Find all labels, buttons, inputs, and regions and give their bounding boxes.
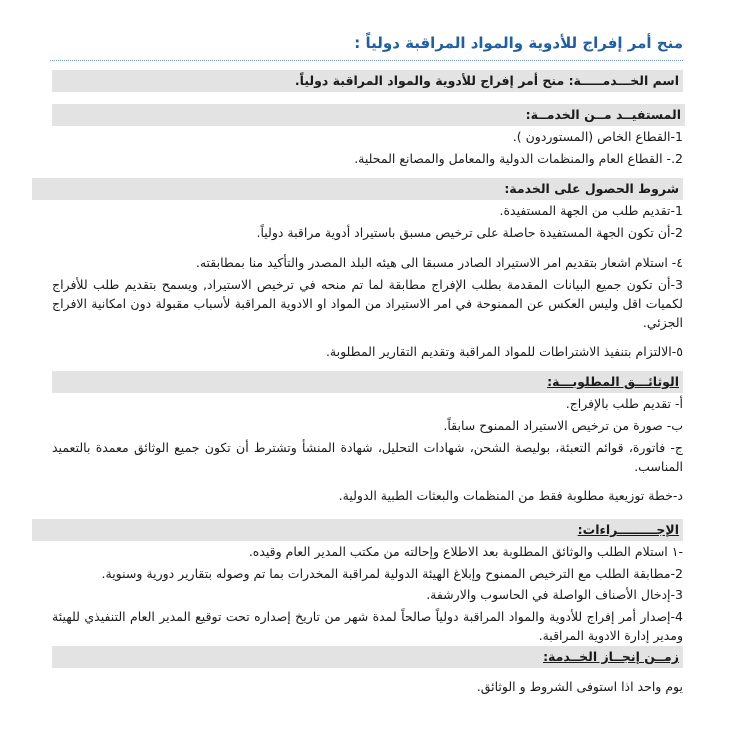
- document-item: ب- صورة من ترخيص الاستيراد الممنوح سابقاً.: [443, 418, 683, 433]
- service-name-row: [52, 70, 683, 92]
- procedures-heading: الإجـــــــــراءات:: [32, 519, 683, 541]
- page-title: منح أمر إفراج للأدوية والمواد المراقبة دولياً :: [354, 34, 683, 52]
- procedure-item: -١ استلام الطلب والوثائق المطلوبة بعد الاطلاع وإحالته من مكتب المدير العام وقيده.: [248, 544, 683, 559]
- condition-item: ٤- استلام اشعار بتقديم امر الاستيراد الصادر مسبقا الى هيئه البلد المصدر والتأكيد منا بمطابقته.: [195, 255, 683, 270]
- condition-item: ٥-الالتزام بتنفيذ الاشتراطات للمواد المراقبة وتقديم التقارير المطلوبة.: [325, 344, 683, 359]
- procedure-item: 3-إدخال الأصناف الواصلة في الحاسوب والارشفة.: [426, 587, 683, 602]
- document-item: د-خطة توزيعية مطلوبة فقط من المنظمات والبعثات الطبية الدولية.: [338, 488, 683, 503]
- service-name-label: اسم الخـــدمـــــة:: [568, 73, 679, 88]
- beneficiary-item: 1-القطاع الخاص (المستوردون ).: [512, 129, 683, 144]
- completion-time-value: يوم واحد اذا استوفى الشروط و الوثائق.: [476, 679, 683, 694]
- conditions-heading: شروط الحصول على الخدمة:: [32, 178, 683, 200]
- documents-heading: الوثائـــق المطلوبـــة:: [52, 371, 683, 393]
- title-divider: [50, 60, 683, 61]
- document-body: [52, 70, 683, 698]
- condition-item: 1-تقديم طلب من الجهة المستفيدة.: [499, 203, 683, 218]
- completion-time-heading: زمــن إنجــاز الخــدمة:: [52, 646, 683, 668]
- condition-item: 3-أن تكون جميع البيانات المقدمة بطلب الإفراج مطابقة لما تم منحه في ترخيص الاستيراد, ويسمح بتقديم طلب للأفراج لكميات اقل وليس العكس عن الممنوحة في امر الاستيراد من المواد او الادوية المراقبة لأسباب مقبولة دون امكانية الافراج الجزئي.: [52, 277, 683, 330]
- document-item: ج- فاتورة، قوائم التعبئة، بوليصة الشحن، شهادات التحليل، شهادة المنشأ وتشترط أن تكون جميع الوثائق معمدة بالتعميد المناسب.: [52, 440, 683, 474]
- beneficiary-item: 2.- القطاع العام والمنظمات الدولية والمعامل والمصانع المحلية.: [354, 151, 683, 166]
- document-item: أ- تقديم طلب بالإفراج.: [565, 396, 683, 411]
- beneficiaries-heading: المستفيــد مــن الخدمــة:: [52, 104, 685, 126]
- procedure-item: 4-إصدار أمر إفراج للأدوية والمواد المراقبة دولياً صالحاً لمدة شهر من تاريخ إصداره تحت توقيع المدير العام التنفيذي للهيئة ومدير إدارة الادوية المراقبة.: [52, 609, 683, 643]
- service-name-value: منح أمر إفراج للأدوية والمواد المراقبة دولياً.: [294, 73, 565, 88]
- condition-item: 2-أن تكون الجهة المستفيدة حاصلة على ترخيص مسبق باستيراد أدوية مراقبة دولياً.: [256, 225, 683, 240]
- procedure-item: 2-مطابقة الطلب مع الترخيص الممنوح وإبلاغ الهيئة الدولية لمراقبة المخدرات بما تم وصوله بتقارير دورية وسنوية.: [101, 566, 683, 581]
